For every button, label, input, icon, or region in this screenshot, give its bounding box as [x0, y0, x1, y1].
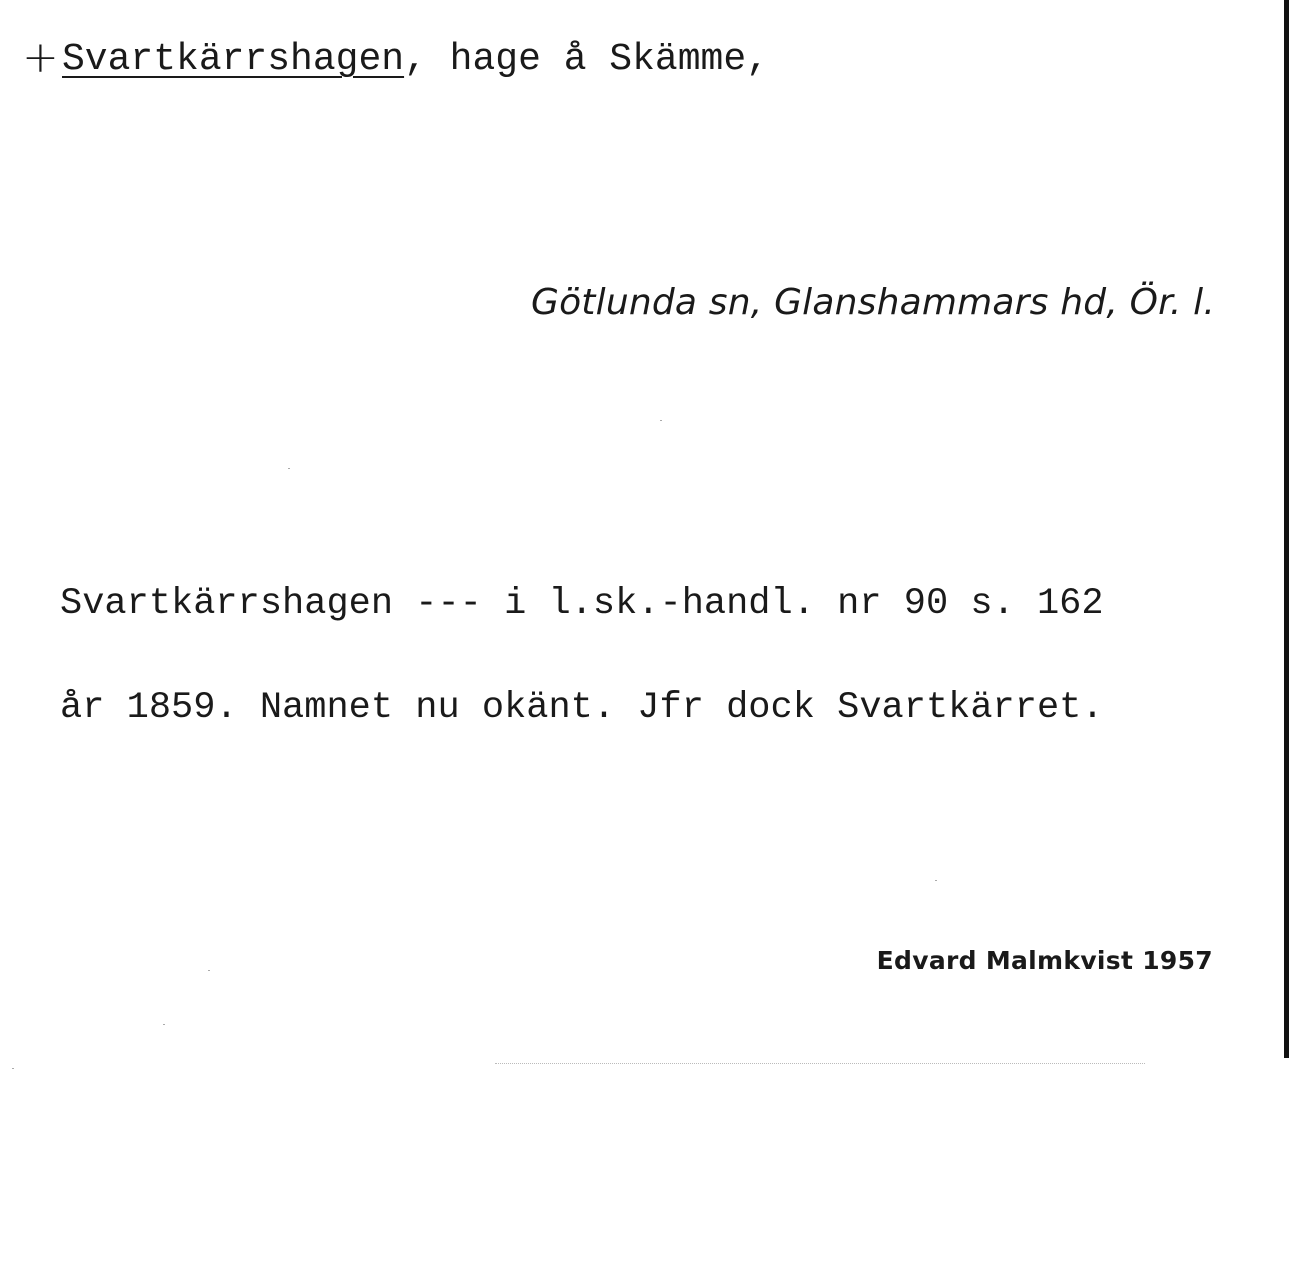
- body-line: år 1859. Namnet nu okänt. Jfr dock Svartkärret.: [60, 687, 1104, 729]
- body-text: [60, 552, 1260, 760]
- scan-speck: [208, 970, 210, 971]
- headword: Svartkärrshagen: [62, 38, 405, 81]
- scan-speck: [163, 1024, 165, 1025]
- headword-description: , hage å Skämme,: [404, 38, 769, 81]
- body-line: Svartkärrshagen --- i l.sk.-handl. nr 90 s. 162: [60, 583, 1104, 625]
- scan-speck: [288, 468, 290, 469]
- location-line: Götlunda sn, Glanshammars hd, Ör. l.: [530, 282, 1215, 323]
- card-bottom-edge: [495, 1063, 1145, 1064]
- cross-mark: +: [22, 32, 59, 83]
- card-edge-border: [1284, 0, 1289, 1058]
- scan-speck: [935, 880, 937, 881]
- scan-speck: [12, 1068, 14, 1069]
- headword-line: [22, 30, 769, 90]
- signature: Edvard Malmkvist 1957: [876, 946, 1213, 975]
- scan-speck: [660, 420, 662, 421]
